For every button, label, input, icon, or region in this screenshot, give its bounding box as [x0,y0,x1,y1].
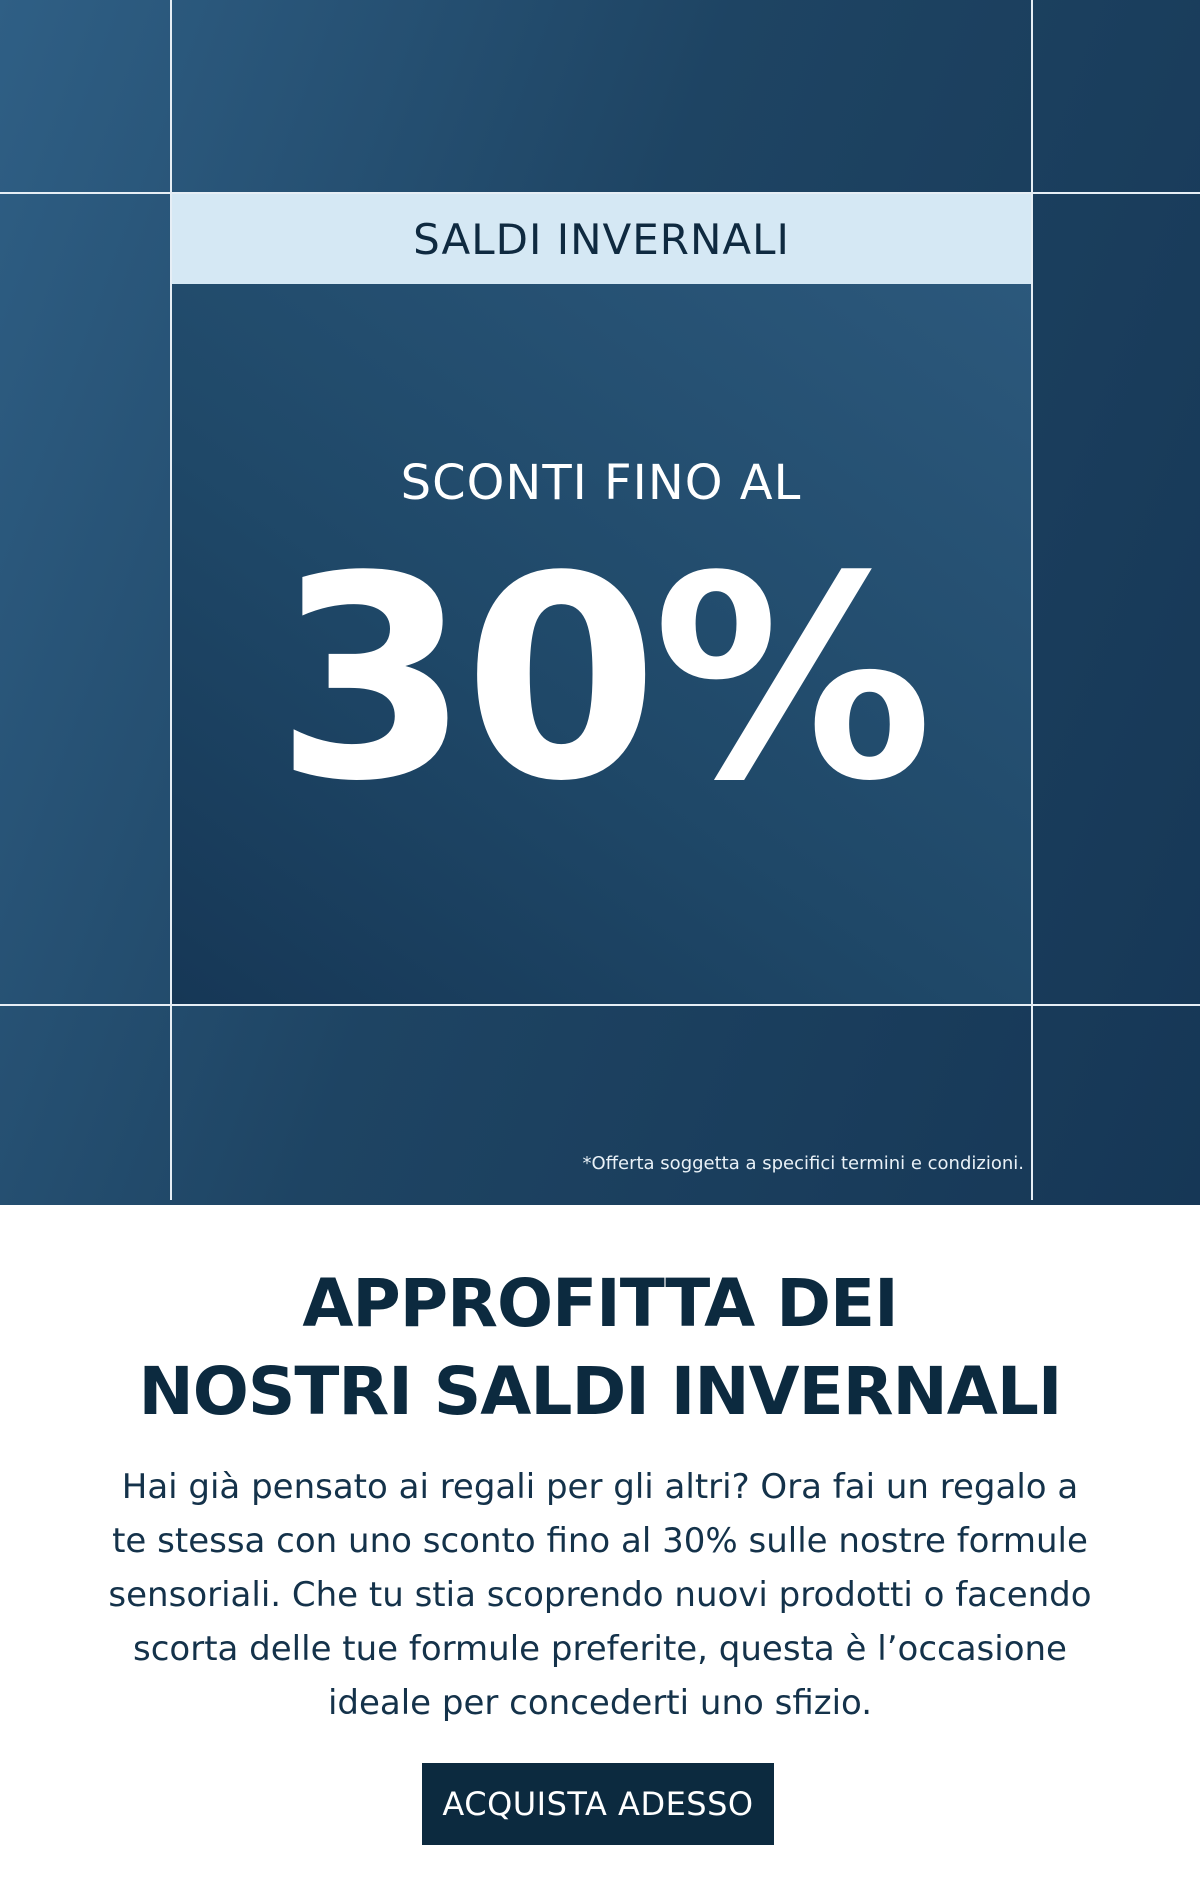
grid-line-bottom [0,1004,1200,1006]
discount-value: 30% [274,517,928,843]
sale-ribbon [172,194,1031,284]
headline-line-2: NOSTRI SALDI INVERNALI [138,1353,1062,1430]
discount-prefix: SCONTI FINO AL [400,455,802,511]
disclaimer-text: *Offerta soggetta a specifici termini e condizioni. [582,1153,1024,1174]
shop-now-button[interactable]: ACQUISTA ADESSO [422,1763,774,1845]
headline [60,1260,1140,1436]
sale-ribbon-label: SALDI INVERNALI [413,214,790,264]
headline-line-1: APPROFITTA DEI [302,1265,898,1342]
body-paragraph: Hai già pensato ai regali per gli altri? Ora fai un regalo a te stessa con uno sconto fino al 30% sulle nostre formule sensoriali. Che tu stia scoprendo nuovi prodotti o facendo scorta delle tue formule preferite, questa è l’occasione ideale per concederti uno sfizio. [108,1467,1092,1723]
content-section [0,1205,1200,1900]
grid-line-right [1031,0,1033,1200]
